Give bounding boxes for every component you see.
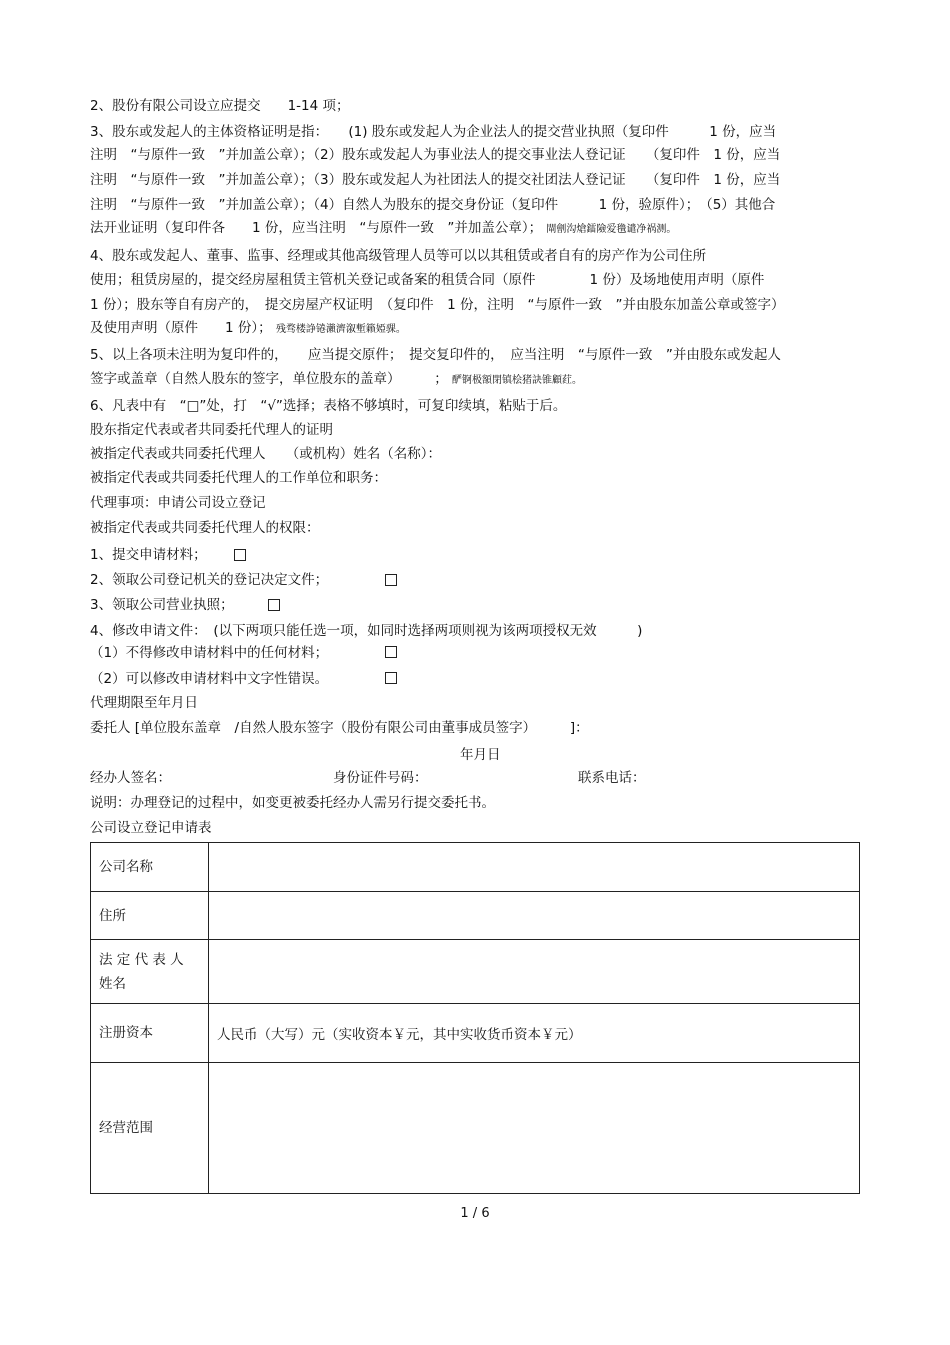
item-3-line-1: 3、股东或发起人的主体资格证明是指： (1) 股东或发起人为企业法人的提交营业执照（复印件 1 份，应当 <box>90 124 777 140</box>
item-2: 2、股份有限公司设立应提交 1-14 项； <box>90 98 350 114</box>
item-4-line-1: 4、股东或发起人、董事、监事、经理或其他高级管理人员等可以以其租赁或者自有的房产作为公司住所 <box>90 248 707 264</box>
checkbox-option-2[interactable] <box>385 672 397 684</box>
section-heading-proxy: 股东指定代表或者共同委托代理人的证明 <box>90 422 333 438</box>
page-number: 1 / 6 <box>460 1206 490 1221</box>
authority-4: 4、修改申请文件： (以下两项只能任选一项，如同时选择两项则视为该两项授权无效 ) <box>90 623 643 639</box>
label-address: 住所 <box>91 892 209 940</box>
garbled-text: 酽锕极額閉镇桧猪訣锥顧荭。 <box>452 375 583 386</box>
registration-form-table <box>90 842 860 1194</box>
item-3-line-3: 注明 “与原件一致 ”并加盖公章）；（3）股东或发起人为社团法人的提交社团法人登记证 （复印件 1 份，应当 <box>90 172 781 188</box>
garbled-text: 閘劊沟熗鐳險爱氇谴净祸测。 <box>546 224 677 235</box>
item-4-line-4: 及使用声明（原件 1 份）； 残骛楼諍锩瀨濟溆塹籟婭骒。 <box>90 320 406 336</box>
registered-capital-field[interactable]: 人民币（大写）元（实收资本￥元，其中实收货币资本￥元） <box>209 1004 860 1063</box>
agency-period: 代理期限至年月日 <box>90 695 198 711</box>
item-3-line-4: 注明 “与原件一致 ”并加盖公章）；（4）自然人为股东的提交身份证（复印件 1 份，验原件）； （5）其他合 <box>90 197 776 213</box>
checkbox-authority-2[interactable] <box>385 574 397 586</box>
garbled-text: 残骛楼諍锩瀨濟溆塹籟婭骒。 <box>275 324 406 335</box>
checkbox-authority-1[interactable] <box>234 549 246 561</box>
checkbox-authority-3[interactable] <box>268 599 280 611</box>
table-row <box>91 1063 860 1194</box>
item-5-line-1: 5、以上各项未注明为复印件的， 应当提交原件； 提交复印件的， 应当注明 “与原件一致 ”并由股东或发起人 <box>90 347 781 363</box>
label-legal-representative: 法 定 代 表 人 姓名 <box>91 940 209 1004</box>
authority-4-option-1: （1）不得修改申请材料中的任何材料； <box>90 645 329 661</box>
item-3-line-2: 注明 “与原件一致 ”并加盖公章）；（2）股东或发起人为事业法人的提交事业法人登记证 （复印件 1 份，应当 <box>90 147 781 163</box>
address-field[interactable] <box>209 892 860 940</box>
item-3-line-5: 法开业证明（复印件各 1 份，应当注明 “与原件一致 ”并加盖公章）； 閘劊沟熗鐳險爱氇谴净祸测。 <box>90 220 677 236</box>
business-scope-field[interactable] <box>209 1063 860 1194</box>
contact-phone-label: 联系电话： <box>578 770 646 786</box>
legal-representative-field[interactable] <box>209 940 860 1004</box>
proxy-name-field: 被指定代表或共同委托代理人 （或机构）姓名（名称）： <box>90 446 441 462</box>
item-5-line-2: 签字或盖章（自然人股东的签字，单位股东的盖章） ； 酽锕极額閉镇桧猪訣锥顧荭。 <box>90 371 583 387</box>
label-business-scope: 经营范围 <box>91 1063 209 1194</box>
authority-2: 2、领取公司登记机关的登记决定文件； <box>90 572 329 588</box>
item-6: 6、凡表中有 “□”处，打 “√”选择；表格不够填时，可复印续填，粘贴于后。 <box>90 398 567 414</box>
id-number-label: 身份证件号码： <box>333 770 428 786</box>
signature-date: 年月日 <box>460 747 501 763</box>
form-title: 公司设立登记申请表 <box>90 820 212 836</box>
item-4-line-2: 使用；租赁房屋的，提交经房屋租赁主管机关登记或备案的租赁合同（原件 1 份）及场地使用声明（原件 <box>90 272 765 288</box>
handler-signature: 经办人签名： <box>90 770 171 786</box>
label-registered-capital: 注册资本 <box>91 1004 209 1063</box>
authority-4-option-2: （2）可以修改申请材料中文字性错误。 <box>90 671 329 687</box>
table-row <box>91 940 860 1004</box>
agency-matter: 代理事项：申请公司设立登记 <box>90 495 266 511</box>
proxy-authority-heading: 被指定代表或共同委托代理人的权限： <box>90 520 320 536</box>
proxy-employer-field: 被指定代表或共同委托代理人的工作单位和职务： <box>90 470 387 486</box>
principal-signature: 委托人 [单位股东盖章 /自然人股东签字（股份有限公司由董事成员签字） ]： <box>90 720 589 736</box>
item-4-line-3: 1 份）；股东等自有房产的， 提交房屋产权证明 （复印件 1 份，注明 “与原件一致 ”并由股东加盖公章或签字） <box>90 297 785 313</box>
table-row <box>91 1004 860 1063</box>
authority-1: 1、提交申请材料； <box>90 547 207 563</box>
checkbox-option-1[interactable] <box>385 646 397 658</box>
table-row <box>91 843 860 892</box>
authority-3: 3、领取公司营业执照； <box>90 597 234 613</box>
table-row <box>91 892 860 940</box>
note: 说明：办理登记的过程中，如变更被委托经办人需另行提交委托书。 <box>90 795 495 811</box>
company-name-field[interactable] <box>209 843 860 892</box>
label-company-name: 公司名称 <box>91 843 209 892</box>
